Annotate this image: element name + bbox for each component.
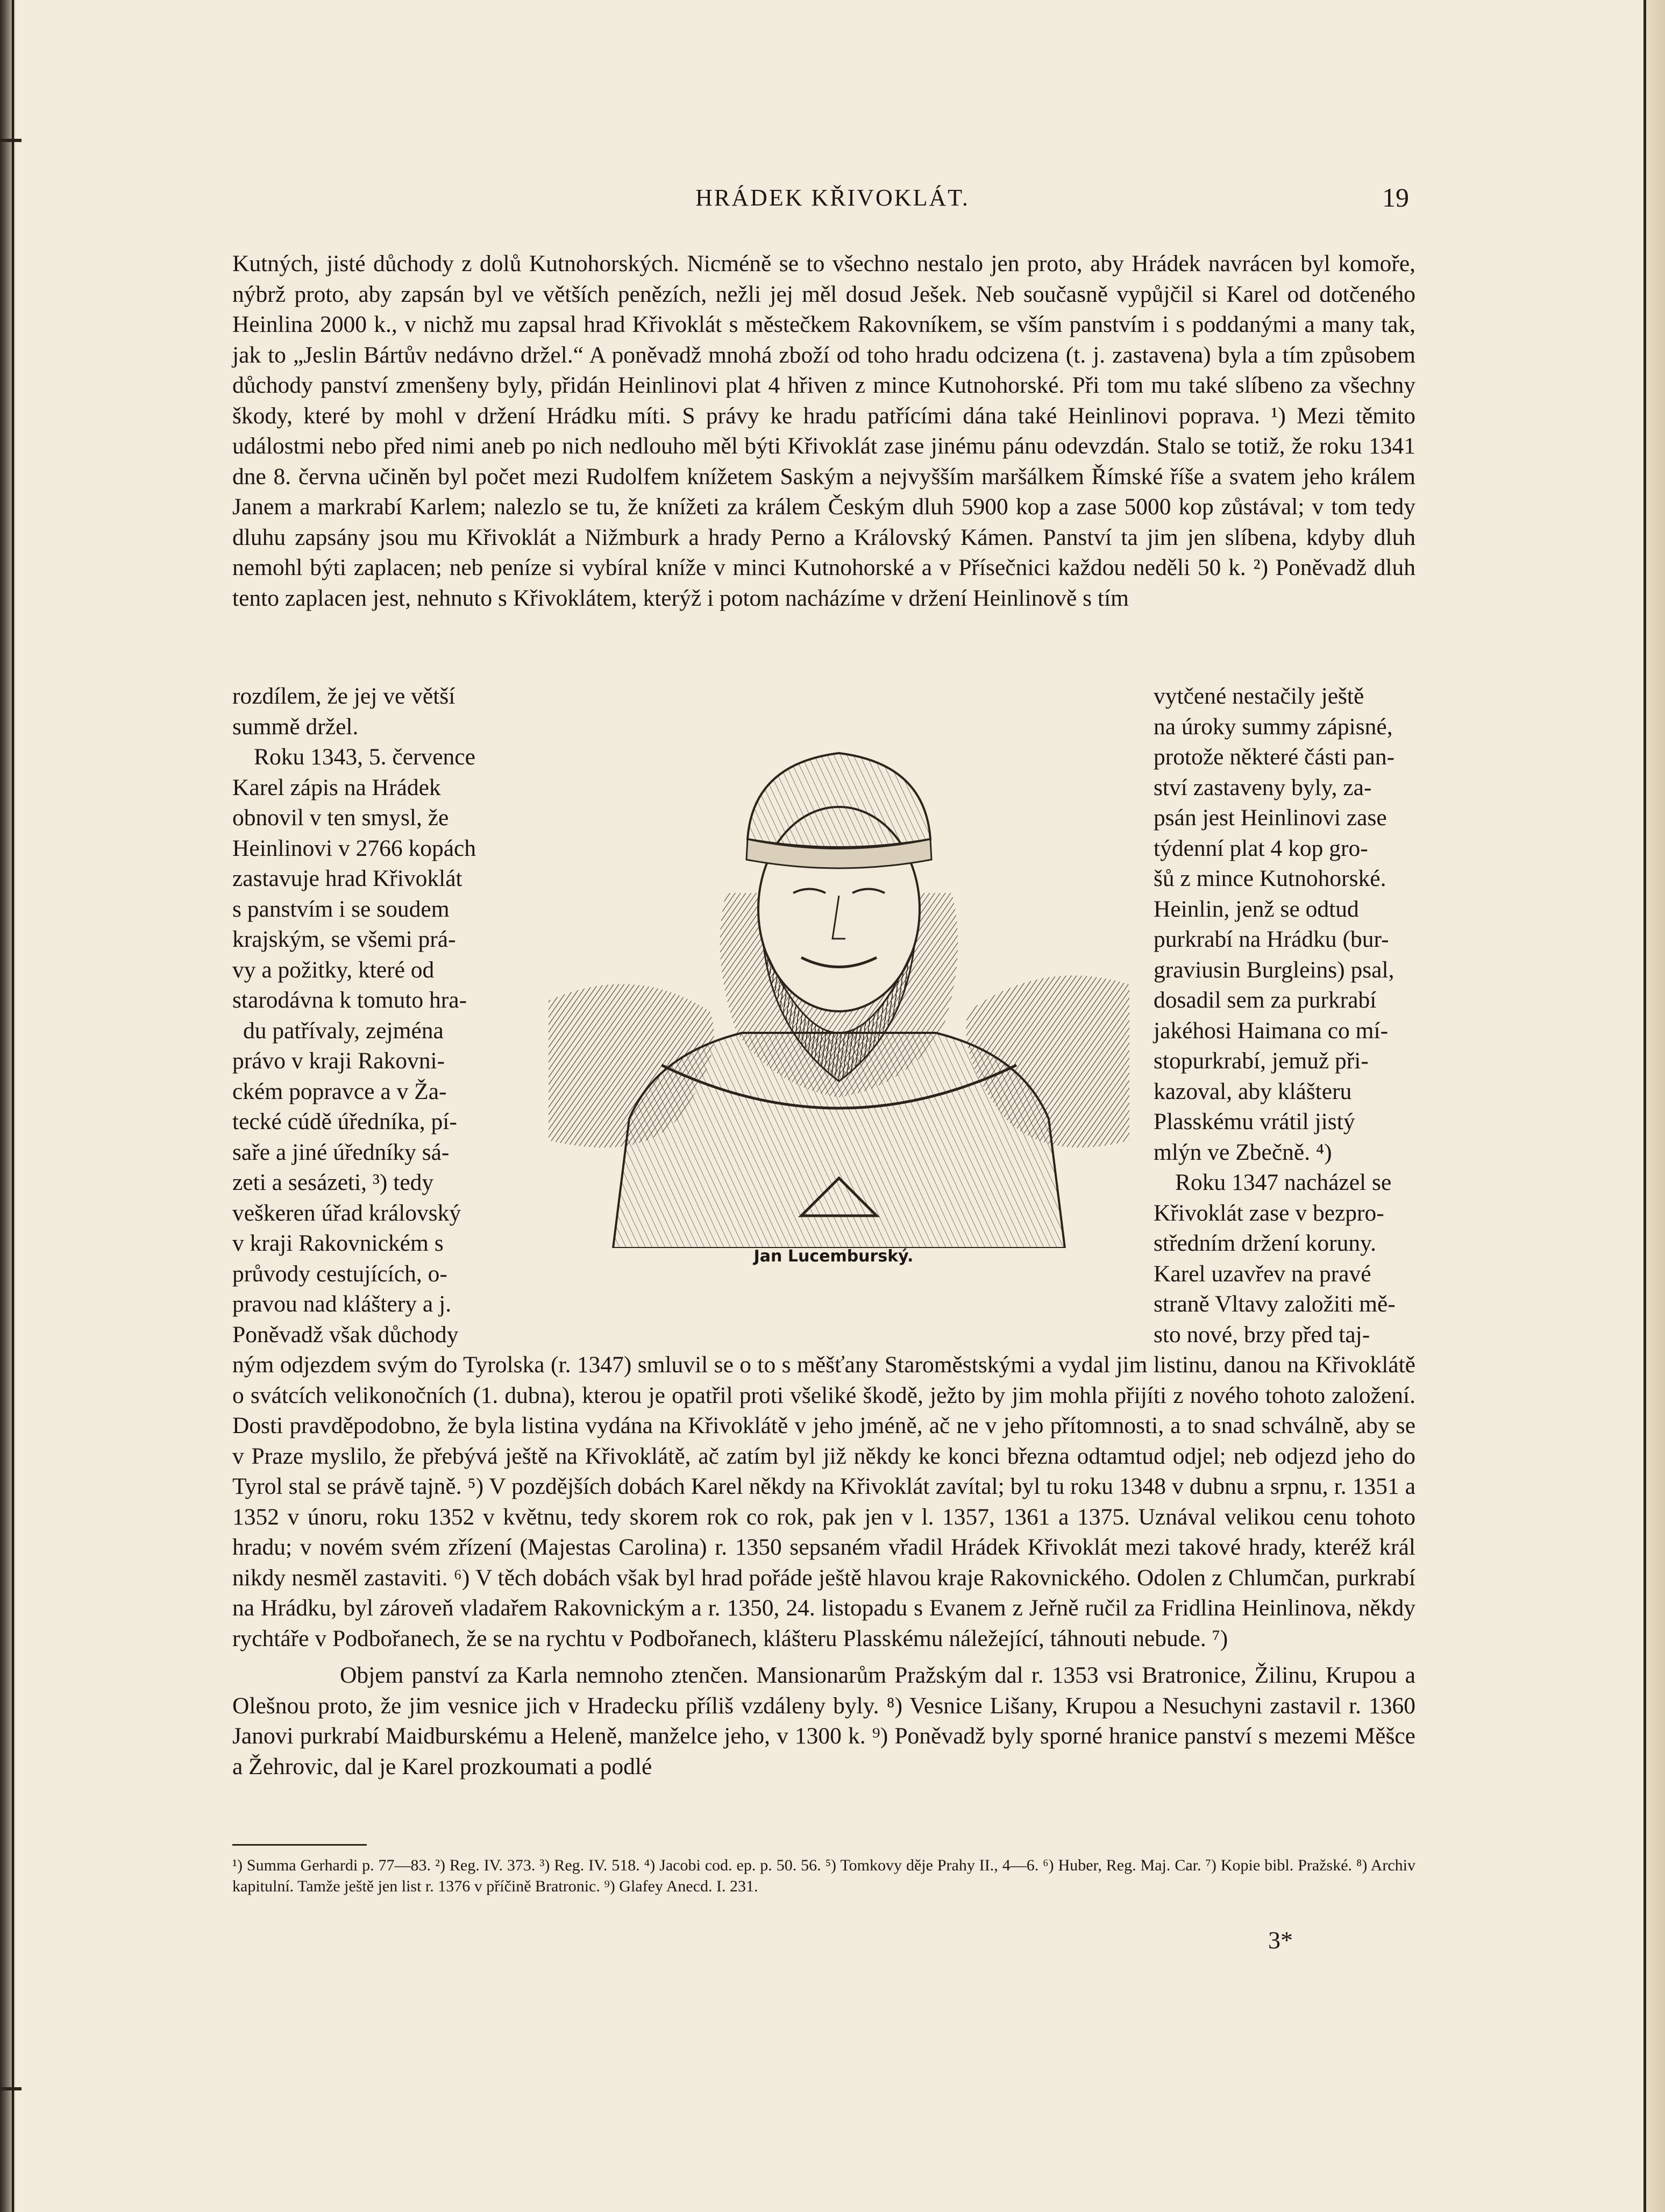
page-binding-edge — [0, 0, 15, 2212]
line: šů z mince Kutnohorské. — [1154, 866, 1386, 891]
line: průvody cestujících, o- — [232, 1260, 447, 1287]
line: saře a jiné úředníky sá- — [232, 1139, 450, 1165]
line: Heinlin, jenž se odtud — [1154, 896, 1359, 922]
portrait-bust-engraving — [549, 732, 1129, 1248]
line: starodávna k tomuto hra- — [232, 987, 467, 1013]
line: du patřívaly, zejména — [243, 1017, 444, 1044]
line: Heinlinovi v 2766 kopách — [232, 835, 476, 861]
footnote-divider — [232, 1844, 367, 1846]
line: Roku 1343, 5. července — [254, 744, 475, 770]
paragraph: Objem panství za Karla nemnoho ztenčen. Mansionarům Pražským dal r. 1353 vsi Bratronice, Žilinu, Krupou a Olešnou proto, že jim vesnice jich v Hradecku příliš vzdáleny byly. ⁸) Vesnice Lišany, Krupou a Nesuchyni zastavil r. 1360 Janovi purkrabí Maidburskému a Heleně, manželce jeho, v 1300 k. ⁹) Poněvadž byly sporné hranice panství s mezemi Měšce a Žehrovic, dal je Karel prozkoumati a podlé — [232, 1662, 1415, 1779]
running-header: HRÁDEK KŘIVOKLÁT. — [695, 185, 970, 211]
line: Křivoklát zase v bezpro- — [1154, 1200, 1384, 1226]
line: zastavuje hrad Křivoklát — [232, 866, 462, 891]
line: psán jest Heinlinovi zase — [1154, 805, 1387, 831]
line: vytčené nestačily ještě — [1154, 683, 1364, 709]
page-number: 19 — [1382, 182, 1409, 212]
line: tecké cúdě úředníka, pí- — [232, 1109, 457, 1135]
edge-mark — [0, 2087, 22, 2090]
signature-mark: 3* — [1268, 1926, 1293, 1954]
line: právo v kraji Rakovni- — [232, 1048, 445, 1074]
right-column — [1154, 681, 1417, 1350]
line: obnovil v ten smysl, že — [232, 805, 449, 831]
line: jakéhosi Haimana co mí- — [1154, 1017, 1389, 1044]
line: ství zastaveny byly, za- — [1154, 774, 1372, 800]
line: ckém popravce a v Ža- — [232, 1078, 447, 1104]
edge-mark — [0, 139, 22, 142]
line: s panstvím i se soudem — [232, 896, 450, 922]
line: Poněvadž však důchody — [232, 1321, 459, 1348]
paragraph: ným odjezdem svým do Tyrolska (r. 1347) smluvil se o to s měšťany Staroměstskými a vydal jim listinu, danou na Křivoklátě o svátcích velikonočních (1. dubna), kterou je opatřil proti všeliké škodě, ježto by jim mohla přijíti z nového tohoto založení. Dosti pravděpodobno, že byla listina vydána na Křivoklátě v jeho jméně, ač ne v jeho přítomnosti, a to snad schválně, aby se v Praze myslilo, že přebývá ještě na Křivoklátě, ač zatím byl již někdy ke konci března odtamtud odjel; neb odjezd jeho do Tyrol stal se právě tajně. ⁵) V pozdějších dobách Karel někdy na Křivoklát zavítal; byl tu roku 1348 v dubnu a srpnu, r. 1351 a 1352 v únoru, roku 1352 v květnu, tedy skorem rok co rok, pak jen v l. 1357, 1361 a 1375. Uznával velikou cenu tohoto hradu; v novém svém zřízení (Majestas Carolina) r. 1350 sepsaném vřadil Hrádek Křivoklát mezi takové hrady, kteréž král nikdy nesměl zastaviti. ⁶) V těch dobách však byl hrad pořáde ještě hlavou kraje Rakovnického. Odolen z Chlumčan, purkrabí na Hrádku, byl zároveň vladařem Rakovnickým a r. 1350, 24. listopadu s Evanem z Jeřně ručil za Fridlina Heinlinova, někdy rychtáře v Podbořanech, že se na rychtu v Podbořanech, klášteru Plasskému náležející, táhnouti nebude. ⁷) — [232, 1352, 1415, 1651]
line: protože některé části pan- — [1154, 744, 1395, 770]
line: sto nové, brzy před taj- — [1154, 1321, 1370, 1348]
line: vy a požitky, které od — [232, 956, 435, 983]
line: summě držel. — [232, 713, 359, 740]
line: kazoval, aby klášteru — [1154, 1078, 1352, 1104]
line: straně Vltavy založiti mě- — [1154, 1291, 1396, 1317]
line: purkrabí na Hrádku (bur- — [1154, 926, 1389, 952]
paragraph: Kutných, jisté důchody z dolů Kutnohorských. Nicméně se to všechno nestalo jen proto, aby Hrádek navrácen byl komoře, nýbrž proto, aby zapsán byl ve větších penězích, nežli jej měl dosud Ješek. Neb současně vypůjčil si Karel od dotčeného Heinlina 2000 k., v nichž mu zapsal hrad Křivoklát s městečkem Rakovníkem, se vším panstvím i s poddanými a many tak, jak to „Jeslin Bártův nedávno držel.“ A poněvadž mnohá zboží od toho hradu odcizena (t. j. zastavena) byla a tím způsobem důchody panství zmenšeny byly, přidán Heinlinovi plat 4 hřiven z mince Kutnohorské. Při tom mu také slíbeno za všechny škody, které by mohl v držení Hrádku míti. S právy ke hradu patřícími dána také Heinlinovi poprava. ¹) Mezi těmito událostmi nebo před nimi aneb po nich nedlouho měl býti Křivoklát zase jinému pánu odevzdán. Stalo se totiž, že roku 1341 dne 8. června učiněn byl počet mezi Rudolfem knížetem Saským a nejvyšším maršálkem Římské říše a svatem jeho králem Janem a markrabí Karlem; nalezlo se tu, že knížeti za králem Českým dluh 5900 kop a zase 5000 kop zůstával; v tom tedy dluhu zapsány jsou mu Křivoklát a Nižmburk a hrady Perno a Královský Kámen. Panství ta jim jen slíbena, kdyby dluh nemohl býti zaplacen; neb peníze si vybíral kníže v minci Kutnohorské a v Přísečnici každou neděli 50 k. ²) Poněvadž dluh tento zaplacen jest, nehnuto s Křivoklátem, kterýž i potom nacházíme v držení Heinlinově s tím — [232, 251, 1415, 611]
left-column — [232, 681, 512, 1350]
line: týdenní plat 4 kop gro- — [1154, 835, 1368, 861]
line: pravou nad kláštery a j. — [232, 1291, 452, 1317]
line: Plasskému vrátil jistý — [1154, 1109, 1355, 1135]
line: středním držení koruny. — [1154, 1230, 1376, 1256]
figure-caption: Jan Lucemburský. — [753, 1247, 914, 1266]
line: graviusin Burgleins) psal, — [1154, 956, 1394, 983]
line: dosadil sem za purkrabí — [1154, 987, 1377, 1013]
line: Roku 1347 nacházel se — [1175, 1169, 1392, 1195]
footnotes: ¹) Summa Gerhardi p. 77—83. ²) Reg. IV. 373. ³) Reg. IV. 518. ⁴) Jacobi cod. ep. p. 50. 56. ⁵) Tomkovy děje Prahy II., 4—6. ⁶) Huber, Reg. Maj. Car. ⁷) Kopie bibl. Pražské. ⁸) Archiv kapitulní. Tamže ještě jen list r. 1376 v příčině Bratronic. ⁹) Glafey Anecd. I. 231. — [232, 1856, 1415, 1895]
body-text-top — [232, 249, 1415, 613]
line: na úroky summy zápisné, — [1154, 713, 1393, 740]
line: stopurkrabí, jemuž při- — [1154, 1048, 1369, 1074]
line: krajským, se všemi prá- — [232, 926, 456, 952]
line: v kraji Rakovnickém s — [232, 1230, 444, 1256]
body-text-bottom — [232, 1350, 1415, 1782]
line: Karel uzavřev na pravé — [1154, 1260, 1371, 1287]
portrait-figure — [549, 732, 1129, 1280]
line: veškeren úřad královský — [232, 1200, 461, 1226]
line: mlýn ve Zbečně. ⁴) — [1154, 1139, 1332, 1165]
line: Karel zápis na Hrádek — [232, 774, 441, 800]
line: rozdílem, že jej ve větší — [232, 683, 456, 709]
page-right-edge — [1643, 0, 1665, 2212]
line: zeti a sesázeti, ³) tedy — [232, 1169, 434, 1195]
